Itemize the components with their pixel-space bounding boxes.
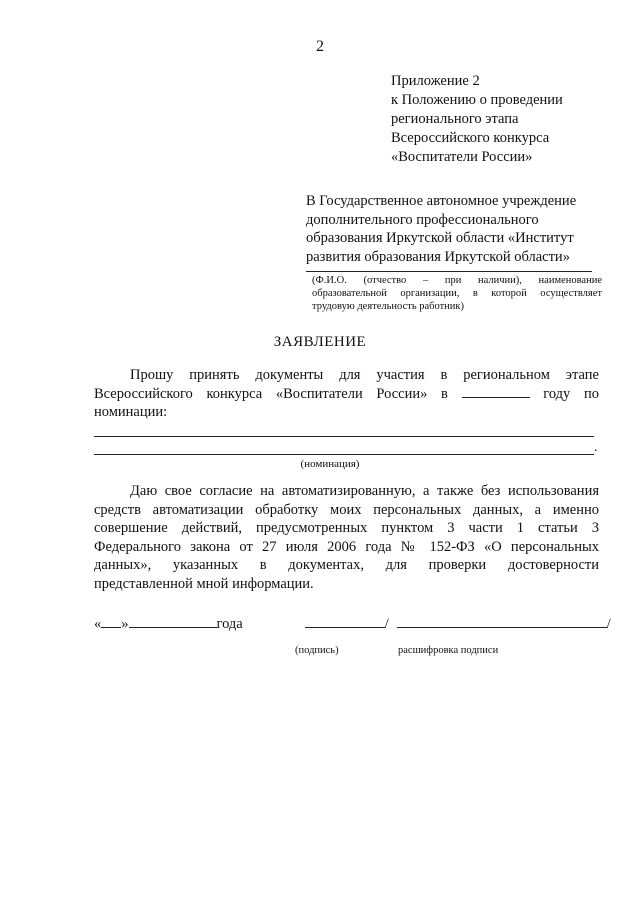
request-line-2-before: Всероссийского конкурса «Воспитатели России» в [94, 385, 448, 402]
decode-caption: расшифровка подписи [398, 645, 499, 656]
nomination-fill-line-2[interactable] [94, 454, 594, 455]
consent-line: совершение действий, предусмотренных пунктом 3 части 1 статьи 3 [94, 520, 599, 536]
document-title: ЗАЯВЛЕНИЕ [273, 334, 367, 350]
request-paragraph [94, 366, 599, 422]
nomination-caption: (номинация) [300, 458, 360, 470]
quote-close: » [121, 616, 129, 632]
year-blank[interactable] [462, 385, 530, 398]
fio-caption: (Ф.И.О. (отчество – при наличии), наименование образовательной организации, в которой осуществляет трудовую деятельность работник) [312, 275, 602, 312]
appendix-line: регионального этапа [391, 111, 519, 127]
request-line-2 [94, 385, 599, 404]
day-blank[interactable] [101, 615, 121, 628]
request-line-3: номинации: [94, 404, 168, 420]
consent-line: данных», указанных в документах, для проверки достоверности [94, 557, 599, 573]
consent-line: Даю свое согласие на автоматизированную, а также без использования [130, 483, 599, 499]
consent-line: представленной мной информации. [94, 575, 314, 592]
slash-2: / [606, 616, 611, 632]
request-line-2-after: году по [543, 385, 600, 402]
nomination-end-dot: . [594, 440, 598, 455]
addressee-line: образования Иркутской области «Институт [306, 230, 574, 246]
appendix-line: Приложение 2 [391, 73, 480, 89]
signature-row [94, 615, 611, 633]
signature-caption: (подпись) [295, 645, 339, 656]
fio-fill-line[interactable] [306, 271, 592, 272]
consent-line: Федерального закона от 27 июля 2006 года № 152-ФЗ «О персональных [94, 538, 599, 555]
appendix-line: к Положению о проведении [391, 92, 563, 108]
request-line-1: Прошу принять документы для участия в региональном этапе [130, 367, 599, 383]
quote-open: « [94, 616, 102, 632]
addressee-line: дополнительного профессионального [306, 211, 539, 228]
signature-blank[interactable] [305, 615, 385, 628]
addressee-line: развития образования Иркутской области» [306, 248, 570, 265]
slash-1: / [384, 616, 389, 632]
decode-blank[interactable] [397, 615, 607, 628]
addressee-line: В Государственное автономное учреждение [306, 193, 577, 209]
appendix-line: «Воспитатели России» [391, 149, 533, 165]
page-number: 2 [316, 38, 324, 55]
consent-paragraph [94, 482, 599, 593]
month-blank[interactable] [129, 615, 217, 628]
appendix-header [391, 72, 563, 167]
nomination-fill-line-1[interactable] [94, 436, 594, 437]
addressee-block [306, 192, 596, 266]
year-word: года [216, 616, 243, 632]
appendix-line: Всероссийского конкурса [391, 130, 550, 146]
consent-line: средств автоматизации обработку моих персональных данных, а именно [94, 501, 599, 518]
